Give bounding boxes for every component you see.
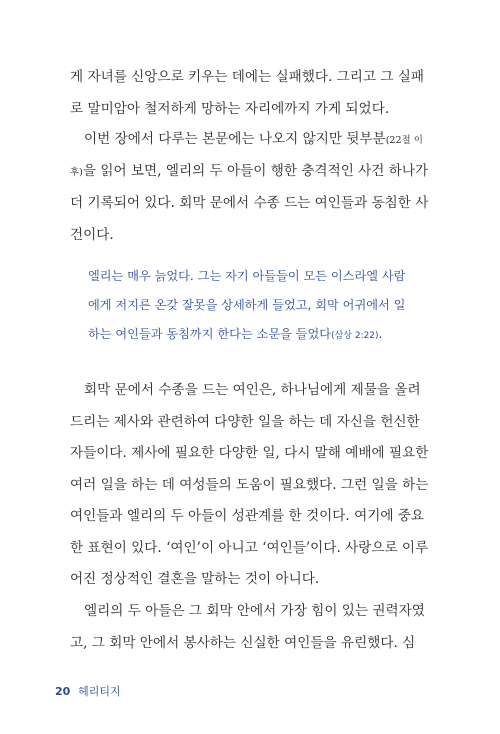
quote-line: 에게 저지른 온갖 잘못을 상세하게 들었고, 회막 어귀에서 일: [88, 297, 406, 312]
scripture-reference: (22절 이: [385, 135, 423, 146]
paragraph-2-text: 을 읽어 보면, 엘리의 두 아들이 행한 충격적인 사건 하나가: [82, 162, 429, 179]
paragraph-4-cont: [70, 628, 440, 660]
paragraph-1: [70, 62, 440, 125]
paragraph-3-line: 자들이다. 제사에 필요한 다양한 일, 다시 말해 예배에 필요한: [70, 445, 429, 461]
paragraph-3-line: 한 표현이 있다. ‘여인’이 아니고 ‘여인들’이다. 사랑으로 이루: [70, 539, 429, 556]
scripture-reference: (삼상 2:22): [331, 330, 379, 341]
paragraph-1-line: 로 말미암아 철저하게 망하는 자리에까지 가게 되었다.: [70, 100, 390, 117]
paragraph-2-line: [70, 156, 440, 189]
paragraph-2-text: 이번 장에서 다루는 본문에는 나오지 않지만 뒷부분: [84, 131, 386, 147]
paragraph-2-cont: [70, 156, 440, 252]
paragraph-3-line: 어진 정상적인 결혼을 말하는 것이 아니다.: [70, 571, 320, 587]
paragraph-3-line: 회막 문에서 수종을 드는 여인은, 하나님에게 제물을 올려: [84, 382, 421, 398]
paragraph-3-line: 여인들과 엘리의 두 아들이 성관계를 한 것이다. 여기에 중요: [70, 508, 425, 524]
page-number: 20: [55, 685, 71, 698]
quote-period: .: [378, 326, 383, 341]
paragraph-2: [70, 124, 440, 157]
quote-line: 엘리는 매우 늙었다. 그는 자기 아들들이 모든 이스라엘 사람: [88, 269, 406, 283]
paragraph-3: [70, 375, 440, 407]
paragraph-2-line: [70, 124, 440, 157]
quote-line: [88, 320, 448, 351]
scripture-quote: [88, 262, 448, 350]
paragraph-4-line: 고, 그 회막 안에서 봉사하는 신실한 여인들을 유린했다. 심: [70, 634, 416, 651]
paragraph-2-line: 건이다.: [70, 226, 114, 243]
paragraph-4-line: 엘리의 두 아들은 그 회막 안에서 가장 힘이 있는 권력자였: [84, 603, 425, 619]
paragraph-1-line: 게 자녀를 신앙으로 키우는 데에는 실패했다. 그리고 그 실패: [70, 69, 425, 85]
page-footer: [55, 683, 121, 699]
paragraph-3-line: 드리는 제사와 관련하여 다양한 일을 하는 데 자신을 헌신한: [70, 413, 420, 430]
book-title: 헤리티지: [78, 685, 121, 698]
paragraph-4: [70, 596, 440, 628]
paragraph-3-cont: [70, 407, 440, 596]
paragraph-3-line: 여러 일을 하는 데 여성들의 도움이 필요했다. 그런 일을 하는: [70, 476, 429, 493]
quote-text: 하는 여인들과 동침까지 한다는 소문을 들었다: [88, 326, 332, 341]
paragraph-2-line: 더 기록되어 있다. 회막 문에서 수종 드는 여인들과 동침한 사: [70, 195, 429, 211]
scripture-reference: 후): [70, 166, 83, 178]
